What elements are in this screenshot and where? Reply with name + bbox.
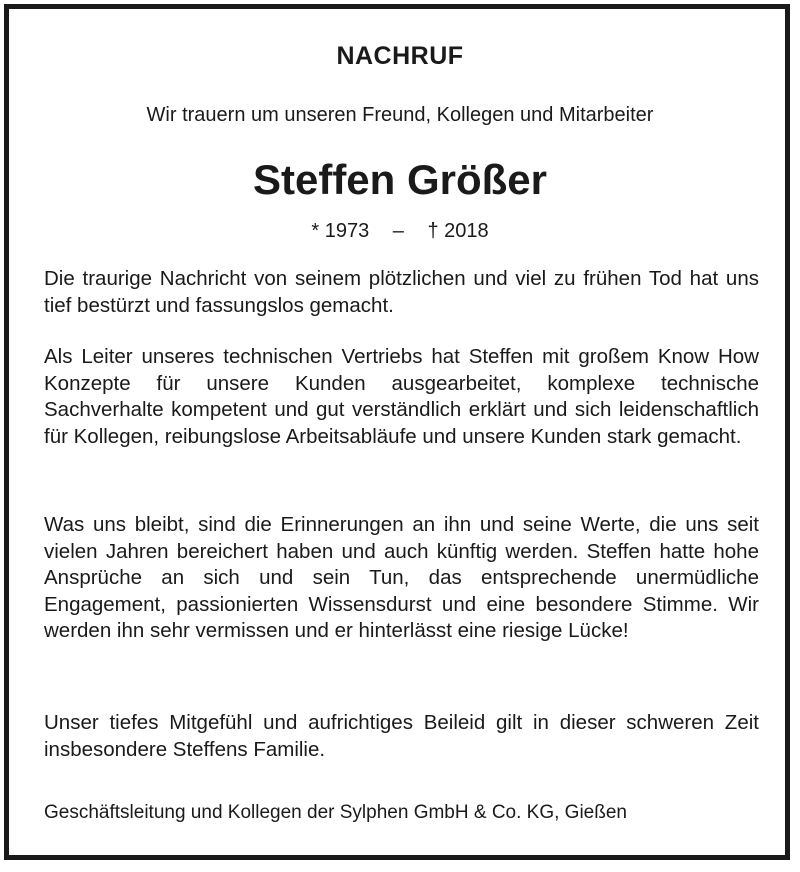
paragraph-condolence: Unser tiefes Mitgefühl und aufrichtiges Beileid gilt in dieser schweren Zeit insbesondere Steffens Familie. [44,711,759,761]
date-separator: – [392,220,404,242]
death-year: † 2018 [427,220,489,242]
paragraph-memories: Was uns bleibt, sind die Erinnerungen an ihn und seine Werte, die uns seit vielen Jahren bereichert haben und auch künftig werden. Steffen hatte hohe Ansprüche an sich und sein Tun, das entsprechende unermüdliche Engagement, passionierten Wissensdurst und eine besondere Stimme. Wir werden ihn sehr vermissen und er hinterlässt eine riesige Lücke! [44,513,759,642]
deceased-name: Steffen Größer [252,156,548,203]
notice-heading: NACHRUF [336,42,464,70]
paragraph-news: Die traurige Nachricht von seinem plötzlichen und viel zu frühen Tod hat uns tief bestürzt und fassungslos gemacht. [44,267,759,317]
life-dates [0,220,800,243]
intro-line: Wir trauern um unseren Freund, Kollegen und Mitarbeiter [146,104,654,126]
signature: Geschäftsleitung und Kollegen der Sylphen GmbH & Co. KG, Gießen [44,802,627,823]
birth-year: * 1973 [311,220,370,242]
paragraph-role: Als Leiter unseres technischen Vertriebs hat Steffen mit großem Know How Konzepte für unsere Kunden ausgearbeitet, komplexe technische Sachverhalte kompetent und gut verständlich erklärt und sich leidenschaftlich für Kollegen, reibungslose Arbeitsabläufe und unsere Kunden stark gemacht. [44,345,759,448]
